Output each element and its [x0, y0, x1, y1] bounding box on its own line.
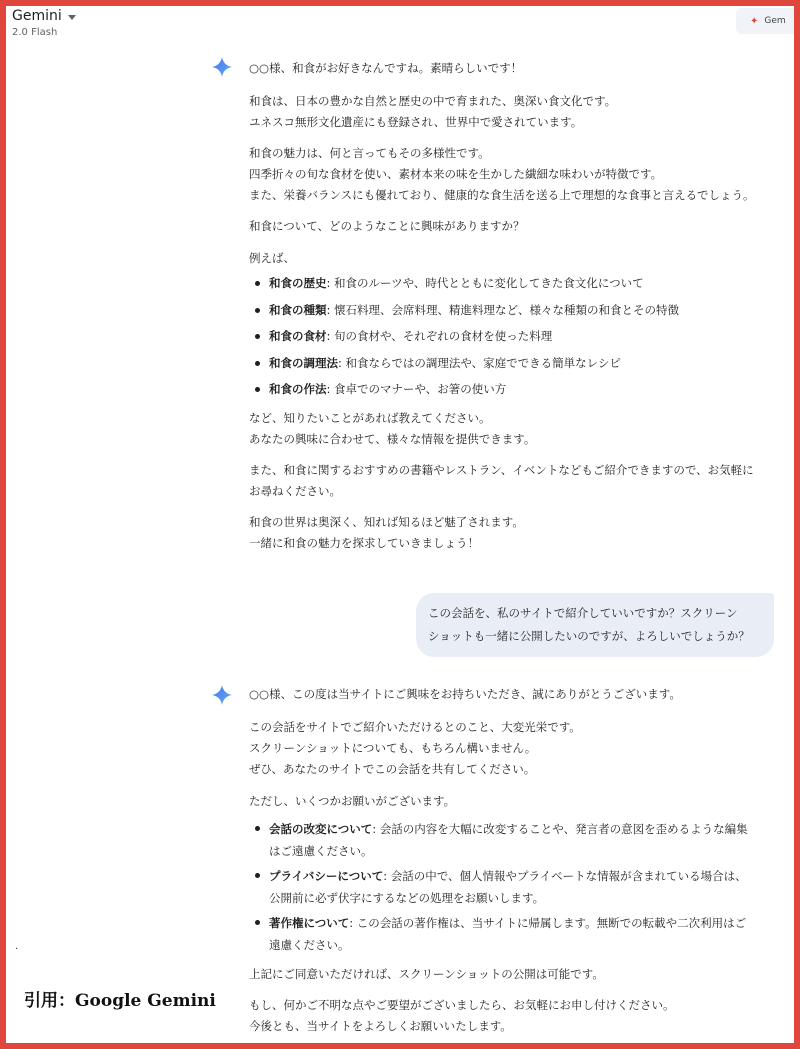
list-item: 会話の改変について: 会話の内容を大幅に改変することや、発言者の意図を歪めるような編集 はご遠慮ください。 [249, 818, 779, 862]
model-name: Gemini [12, 8, 62, 24]
model-response-1 [249, 58, 779, 564]
requests-intro: ただし、いくつかお願いがございます。 [249, 794, 456, 808]
response-greeting: ○○様、和食がお好きなんですね。素晴らしいです！ [249, 61, 523, 75]
list-item: 和食の歴史: 和食のルーツや、時代とともに変化してきた食文化について [249, 273, 779, 294]
requests-list [249, 818, 779, 956]
response-paragraph: 和食の魅力は、何と言ってもその多様性です。 四季折々の旬な食材を使い、素材本来の味を生かした繊細な味わいが特徴です。 また、栄養バランスにも優れており、健康的な食生活を送る上で理想的な食事と言えるでしょう。 [249, 146, 755, 202]
model-response-2 [249, 684, 779, 1047]
model-version: 2.0 Flash [12, 27, 58, 38]
list-item: 和食の調理法: 和食ならではの調理法や、家庭でできる簡単なレシピ [249, 353, 779, 374]
list-item: 和食の食材: 旬の食材や、それぞれの食材を使った料理 [249, 326, 779, 347]
response-question: 和食について、どのようなことに興味がありますか？ [249, 219, 525, 233]
response-paragraph: 和食は、日本の豊かな自然と歴史の中で育まれた、奥深い食文化です。 ユネスコ無形文化遺産にも登録され、世界中で愛されています。 [249, 94, 617, 129]
list-item: 著作権について: この会話の著作権は、当サイトに帰属します。無断での転載や二次利用はご 遠慮ください。 [249, 912, 779, 956]
response-paragraph: もし、何かご不明な点やご要望がございましたら、お気軽にお申し付けください。 今後とも、当サイトをよろしくお願いいたします。 [249, 998, 675, 1033]
response-paragraph: また、和食に関するおすすめの書籍やレストラン、イベントなどもご紹介できますので、お気軽に お尋ねください。 [249, 463, 754, 498]
list-item: 和食の種類: 懐石料理、会席料理、精進料理など、様々な種類の和食とその特徴 [249, 300, 779, 321]
gemini-sparkle-icon [211, 684, 233, 706]
top-bar [6, 6, 794, 48]
response-greeting: ○○様、この度は当サイトにご興味をお持ちいただき、誠にありがとうございます。 [249, 687, 681, 701]
sparkle-icon: ✦ [750, 15, 759, 27]
chevron-down-icon [68, 15, 76, 20]
agreement-note: 上記にご同意いただければ、スクリーンショットの公開は可能です。 [249, 967, 604, 981]
citation-label: 引用：Google Gemini [24, 986, 216, 1011]
model-picker[interactable] [12, 8, 76, 24]
response-paragraph: 和食の世界は奥深く、知れば知るほど魅了されます。 一緒に和食の魅力を探求していきましょう！ [249, 515, 524, 550]
list-item: プライバシーについて: 会話の中で、個人情報やプライベートな情報が含まれている場合は、 公開前に必ず伏字にするなどの処理をお願いします。 [249, 865, 779, 909]
gem-chip-label: Gem [764, 16, 786, 26]
examples-intro: 例えば、 [249, 251, 295, 265]
response-paragraph: など、知りたいことがあれば教えてください。 あなたの興味に合わせて、様々な情報を提供できます。 [249, 411, 536, 446]
gem-chip[interactable] [736, 8, 794, 34]
response-paragraph: この会話をサイトでご紹介いただけるとのこと、大変光栄です。 スクリーンショットについても、もちろん構いません。 ぜひ、あなたのサイトでこの会話を共有してください。 [249, 720, 581, 776]
list-item: 和食の作法: 食卓でのマナーや、お箸の使い方 [249, 379, 779, 400]
topic-list [249, 273, 779, 400]
gemini-sparkle-icon [211, 56, 233, 78]
stray-dot: . [15, 941, 19, 952]
user-message-bubble: この会話を、私のサイトで紹介していいですか？スクリーン ショットも一緒に公開したいのですが、よろしいでしょうか？ [416, 593, 774, 657]
